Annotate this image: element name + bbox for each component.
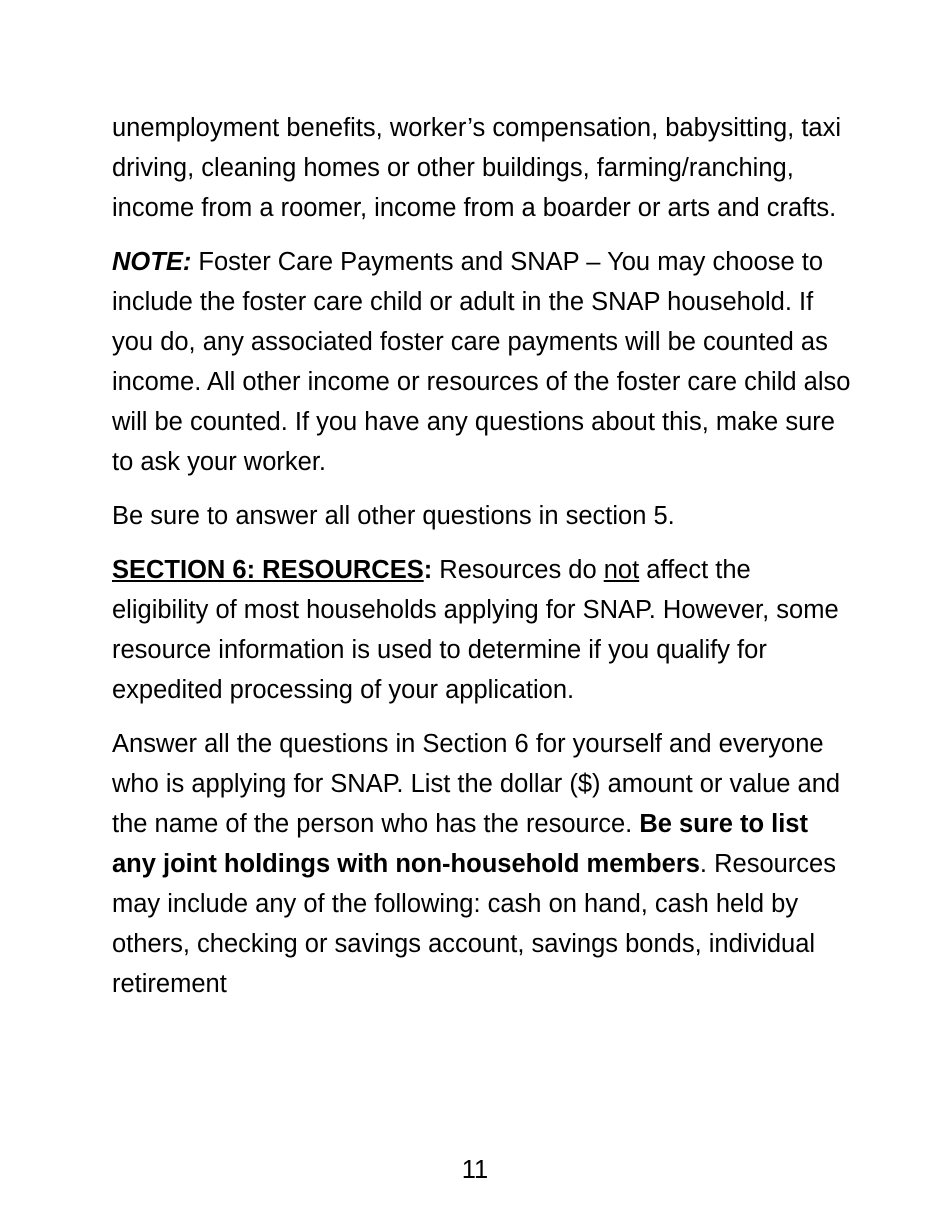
instructions-text-after: . Resources may include any of the following: cash on hand, cash held by others, checking or savings account, savings bonds, individual retirement	[112, 850, 836, 998]
paragraph-foster-care-note	[112, 242, 852, 482]
section-6-underlined-word: not	[603, 556, 640, 584]
joint-holdings-emphasis: Be sure to list any joint holdings with non-household members	[112, 810, 808, 878]
note-label: NOTE:	[112, 248, 192, 276]
instructions-text-before: Answer all the questions in Section 6 for yourself and everyone who is applying for SNAP. List the dollar ($) amount or value and the name of the person who has the resource.	[112, 730, 841, 838]
section-6-heading-colon: :	[423, 556, 433, 584]
section-6-heading: SECTION 6: RESOURCES	[112, 556, 424, 584]
document-page-body	[112, 108, 852, 1018]
paragraph-income-types	[112, 108, 852, 228]
section-5-reminder-text: Be sure to answer all other questions in section 5.	[112, 502, 675, 530]
paragraph-section-5-reminder	[112, 496, 852, 536]
section-6-text-before: Resources do	[432, 556, 604, 584]
page-number: 11	[461, 1156, 489, 1184]
foster-care-note-text: Foster Care Payments and SNAP – You may choose to include the foster care child or adult in the SNAP household. If you do, any associated foster care payments will be counted as income. All other income or resources of the foster care child also will be counted. If you have any questions about this, make sure to ask your worker.	[112, 248, 851, 476]
income-types-text: unemployment benefits, worker’s compensation, babysitting, taxi driving, cleaning homes or other buildings, farming/ranching, income from a roomer, income from a boarder or arts and crafts.	[112, 114, 842, 222]
paragraph-section-6-intro	[112, 550, 852, 710]
section-6-text-after: affect the eligibility of most households applying for SNAP. However, some resource information is used to determine if you qualify for expedited processing of your application.	[112, 556, 839, 704]
paragraph-section-6-instructions	[112, 724, 852, 1004]
